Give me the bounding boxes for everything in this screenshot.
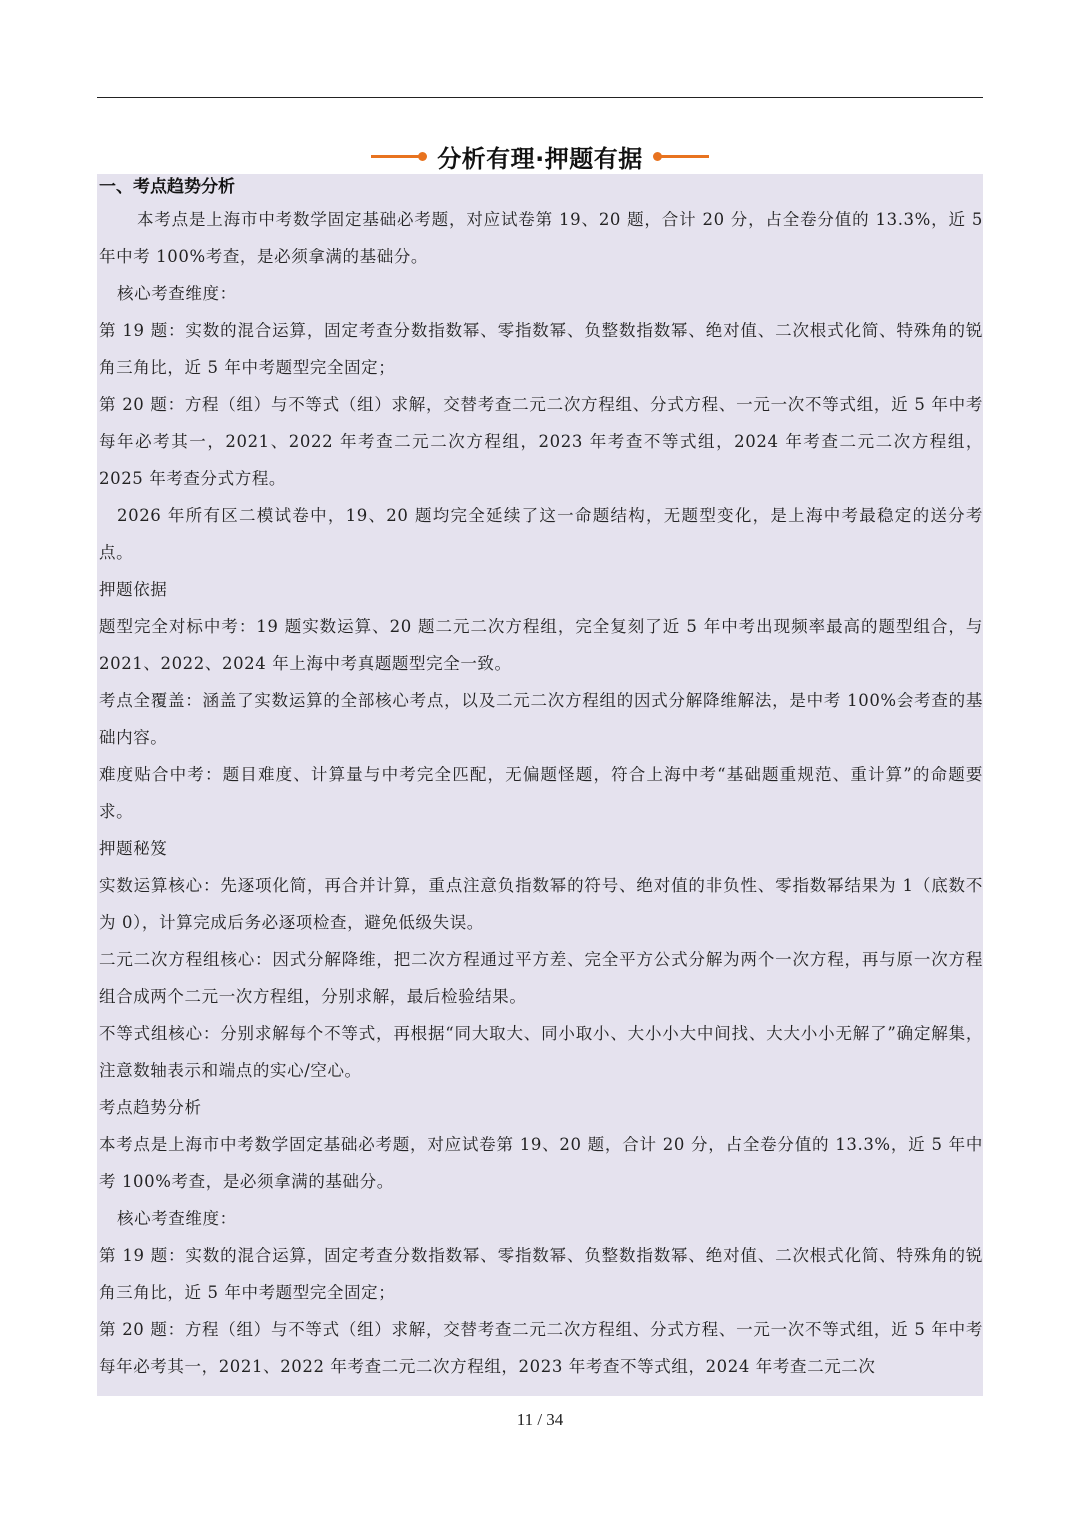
paragraph-2026-trend: 2026 年所有区二模试卷中，19、20 题均完全延续了这一命题结构，无题型变化，是上海中考最稳定的送分考点。 (99, 506, 983, 562)
paragraph-tips-real-numbers: 实数运算核心：先逐项化简，再合并计算，重点注意负指数幂的符号、绝对值的非负性、零指数幂结果为 1（底数不为 0），计算完成后务必逐项检查，避免低级失误。 (99, 876, 983, 932)
paragraph-q19-repeat: 第 19 题：实数的混合运算，固定考查分数指数幂、零指数幂、负整数指数幂、绝对值、二次根式化简、特殊角的锐角三角比，近 5 年中考题型完全固定； (99, 1246, 983, 1302)
section-banner (0, 136, 1080, 176)
banner-left-decoration (371, 155, 423, 158)
paragraph-basis-type: 题型完全对标中考：19 题实数运算、20 题二元二次方程组，完全复刻了近 5 年中考出现频率最高的题型组合，与 2021、2022、2024 年上海中考真题题型完全一致。 (99, 617, 983, 673)
paragraph-core-dimensions: 核心考查维度： (117, 284, 237, 303)
header-rule (97, 97, 983, 98)
paragraph-tips-inequalities: 不等式组核心：分别求解每个不等式，再根据“同大取大、同小取小、大小小大中间找、大大小小无解了”确定解集，注意数轴表示和端点的实心/空心。 (99, 1024, 983, 1080)
banner-title: 分析有理·押题有据 (437, 144, 643, 173)
paragraph-tips-equations: 二元二次方程组核心：因式分解降维，把二次方程通过平方差、完全平方公式分解为两个一次方程，再与原一次方程组合成两个二元一次方程组，分别求解，最后检验结果。 (99, 950, 983, 1006)
page-number: 11 / 34 (516, 1410, 564, 1429)
paragraph-basis-difficulty: 难度贴合中考：题目难度、计算量与中考完全匹配，无偏题怪题，符合上海中考“基础题重规范、重计算”的命题要求。 (99, 765, 983, 821)
paragraph-overview: 本考点是上海市中考数学固定基础必考题，对应试卷第 19、20 题，合计 20 分，占全卷分值的 13.3%，近 5 年中考 100%考查，是必须拿满的基础分。 (99, 210, 983, 266)
paragraph-overview-repeat: 本考点是上海市中考数学固定基础必考题，对应试卷第 19、20 题，合计 20 分，占全卷分值的 13.3%，近 5 年中考 100%考查，是必须拿满的基础分。 (99, 1135, 983, 1191)
paragraph-q19: 第 19 题：实数的混合运算，固定考查分数指数幂、零指数幂、负整数指数幂、绝对值、二次根式化简、特殊角的锐角三角比，近 5 年中考题型完全固定； (99, 321, 983, 377)
paragraph-q20: 第 20 题：方程（组）与不等式（组）求解，交替考查二元二次方程组、分式方程、一元一次不等式组，近 5 年中考每年必考其一，2021、2022 年考查二元二次方程组，2023 年考查不等式组，2024 年考查二元二次方程组，2025 年考查分式方程。 (99, 395, 983, 488)
section-heading: 一、考点趋势分析 (99, 177, 235, 197)
content-panel (97, 174, 983, 1396)
paragraph-basis-heading: 押题依据 (99, 580, 168, 599)
paragraph-tips-heading: 押题秘笈 (99, 839, 168, 858)
paragraph-q20-repeat: 第 20 题：方程（组）与不等式（组）求解，交替考查二元二次方程组、分式方程、一元一次不等式组，近 5 年中考每年必考其一，2021、2022 年考查二元二次方程组，2023 年考查不等式组，2024 年考查二元二次 (99, 1320, 983, 1376)
paragraph-basis-coverage: 考点全覆盖：涵盖了实数运算的全部核心考点，以及二元二次方程组的因式分解降维解法，是中考 100%会考查的基础内容。 (99, 691, 983, 747)
paragraph-core-dimensions-repeat: 核心考查维度： (117, 1209, 237, 1228)
banner-right-decoration (657, 155, 709, 158)
paragraph-trend-heading: 考点趋势分析 (99, 1098, 202, 1117)
